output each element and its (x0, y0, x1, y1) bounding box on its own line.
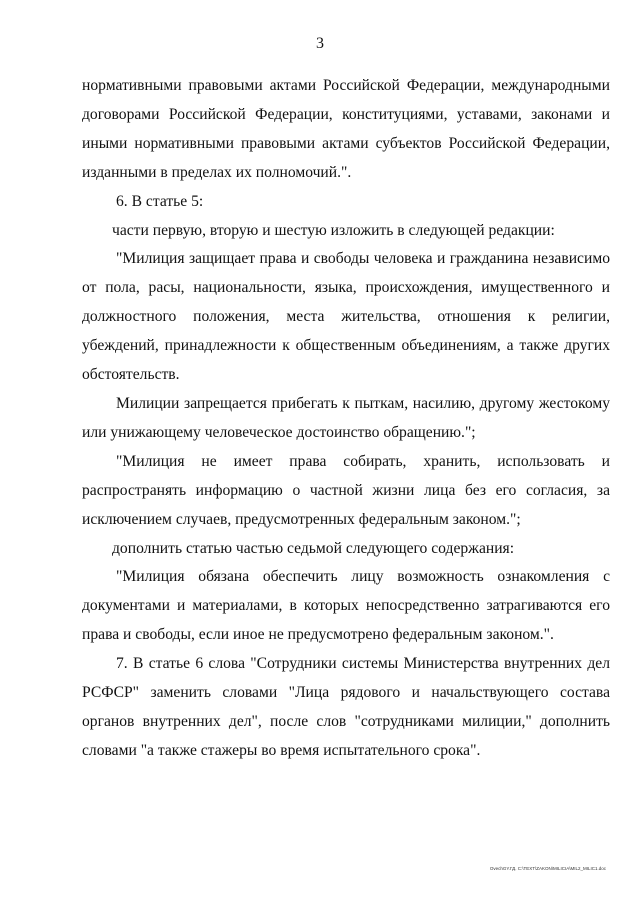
paragraph-item-6: 6. В статье 5: (116, 192, 204, 210)
paragraph-continuation: нормативными правовыми актами Российской Федерации, международными договорами Российской Федерации, конституциями, уставами, законами и иными нормативными правовыми актами субъектов Российской Федерации, изданными в пределах их полномочий.". (82, 77, 610, 181)
paragraph-item-6-instruction: части первую, вторую и шестую изложить в следующей редакции: (112, 221, 555, 239)
paragraph-quote-part-2: Милиции запрещается прибегать к пыткам, насилию, другому жестокому или унижающему человеческое достоинство обращению."; (82, 394, 610, 441)
paragraph-quote-part-7: "Милиция обязана обеспечить лицу возможность ознакомления с документами и материалами, в которых непосредственно затрагиваются его права и свободы, если иное не предусмотрено федеральным законом.". (82, 568, 610, 644)
paragraph-quote-part-6: "Милиция не имеет права собирать, хранить, использовать и распространять информацию о частной жизни лица без его согласия, за исключением случаев, предусмотренных федеральным законом."; (82, 452, 610, 528)
paragraph-item-7: 7. В статье 6 слова "Сотрудники системы Министерства внутренних дел РСФСР" заменить словами "Лица рядового и начальствующего состава органов внутренних дел", после слов "сотрудниками милиции," дополнить словами "а также стажеры во время испытательного срока". (82, 655, 610, 759)
page-number: 3 (316, 35, 324, 52)
paragraph-quote-part-1: "Милиция защищает права и свободы человека и гражданина независимо от пола, расы, национальности, языка, происхождения, имущественного и должностного положения, места жительства, отношения к религии, убеждений, принадлежности к общественным объединениям, а также других обстоятельств. (82, 250, 610, 384)
footer-file-path: OvechGY.ГД. C:\TEXT\ZAKON\MILICIA\MIL2_MILIC1.doc (489, 866, 606, 871)
document-body (82, 72, 610, 766)
paragraph-add-part-7-instruction: дополнить статью частью седьмой следующего содержания: (112, 539, 515, 557)
